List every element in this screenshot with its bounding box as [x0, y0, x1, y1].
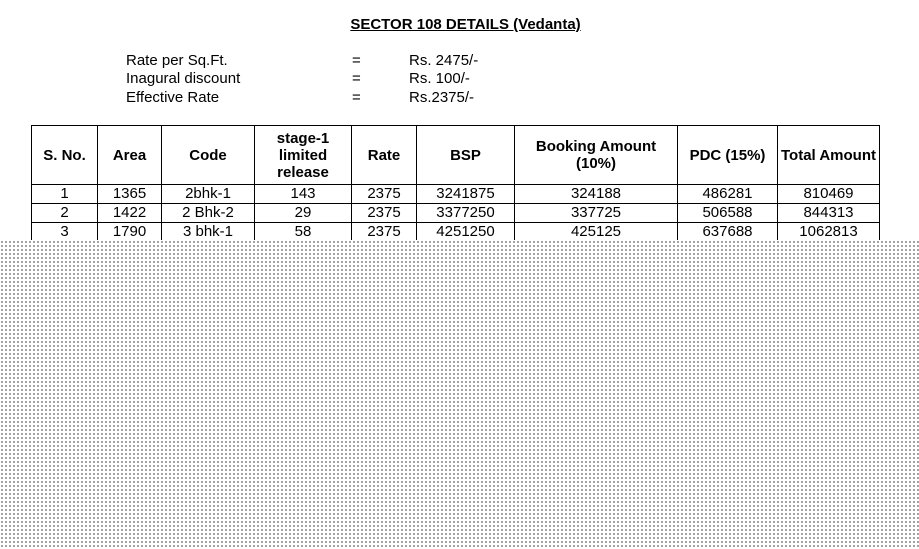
table-row — [32, 204, 880, 223]
cell-booking-amount: 324188 — [515, 185, 678, 204]
cell-s-no: 3 — [32, 223, 98, 242]
hatched-overlay — [0, 240, 919, 549]
cell-area: 1790 — [98, 223, 162, 242]
page-title: SECTOR 108 DETAILS (Vedanta) — [350, 16, 581, 33]
cell-stage-1: 29 — [255, 204, 352, 223]
header-total-amount: Total Amount — [778, 126, 880, 185]
header-code: Code — [162, 126, 255, 185]
cell-pdc: 486281 — [678, 185, 778, 204]
cell-rate: 2375 — [352, 223, 417, 242]
header-pdc: PDC (15%) — [678, 126, 778, 185]
rate-value: Rs. 2475/- — [409, 52, 479, 69]
cell-booking-amount: 425125 — [515, 223, 678, 242]
header-booking-amount: Booking Amount (10%) — [515, 126, 678, 185]
header-stage-1-limited-release: stage-1 limited release — [255, 126, 352, 185]
header-area: Area — [98, 126, 162, 185]
cell-booking-amount: 337725 — [515, 204, 678, 223]
rate-label: Rate per Sq.Ft. — [126, 52, 228, 69]
rate-label: Inagural discount — [126, 70, 241, 87]
table-row — [32, 185, 880, 204]
cell-total-amount: 844313 — [778, 204, 880, 223]
cell-code: 3 bhk-1 — [162, 223, 255, 242]
rate-label: Effective Rate — [126, 89, 220, 106]
cell-stage-1: 58 — [255, 223, 352, 242]
cell-total-amount: 810469 — [778, 185, 880, 204]
cell-bsp: 4251250 — [417, 223, 515, 242]
cell-area: 1365 — [98, 185, 162, 204]
header-s-no: S. No. — [32, 126, 98, 185]
cell-stage-1: 143 — [255, 185, 352, 204]
cell-bsp: 3241875 — [417, 185, 515, 204]
cell-area: 1422 — [98, 204, 162, 223]
cell-total-amount: 1062813 — [778, 223, 880, 242]
rate-value: Rs.2375/- — [409, 89, 475, 106]
cell-bsp: 3377250 — [417, 204, 515, 223]
cell-rate: 2375 — [352, 185, 417, 204]
header-rate: Rate — [352, 126, 417, 185]
table-header-row — [32, 126, 880, 185]
cell-code: 2 Bhk-2 — [162, 204, 255, 223]
cell-pdc: 637688 — [678, 223, 778, 242]
cell-s-no: 1 — [32, 185, 98, 204]
rate-equals: = — [352, 52, 361, 69]
cell-rate: 2375 — [352, 204, 417, 223]
rate-equals: = — [352, 89, 361, 106]
rate-value: Rs. 100/- — [409, 70, 470, 87]
cell-code: 2bhk-1 — [162, 185, 255, 204]
cell-s-no: 2 — [32, 204, 98, 223]
table-row — [32, 223, 880, 242]
cell-pdc: 506588 — [678, 204, 778, 223]
rate-equals: = — [352, 70, 361, 87]
header-bsp: BSP — [417, 126, 515, 185]
